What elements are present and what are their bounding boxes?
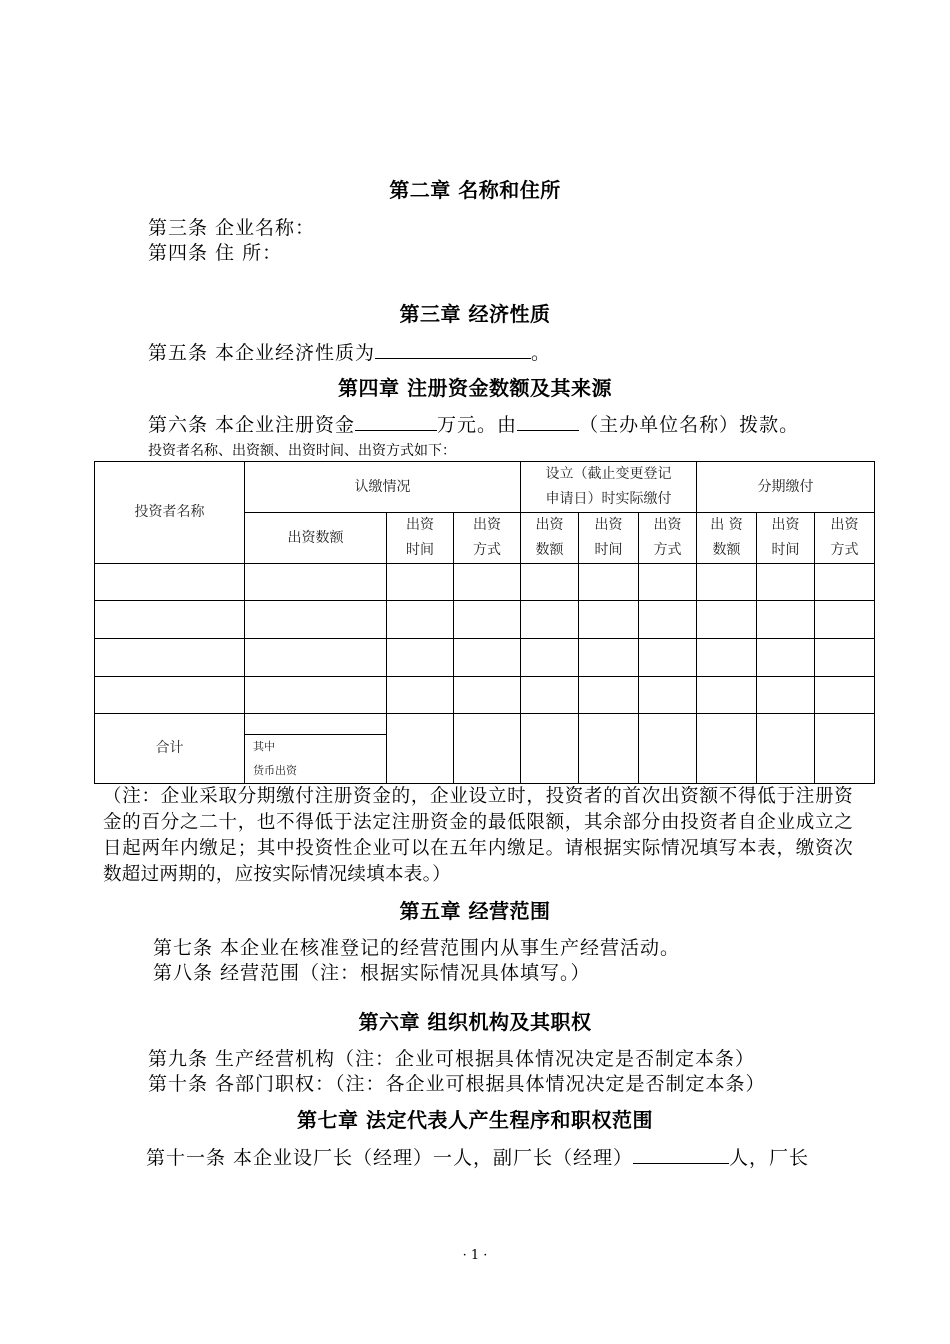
deputy-count-blank[interactable]: [633, 1144, 729, 1164]
table-cell[interactable]: [454, 639, 521, 677]
paid-time-2: 时间: [594, 542, 623, 558]
chapter-4-heading: 第四章 注册资金数额及其来源: [338, 376, 612, 400]
sub-method-2: 方式: [473, 542, 501, 558]
of-which-label: 其中: [253, 740, 275, 753]
article-11-text: 第十一条 本企业设厂长（经理）一人，副厂长（经理）: [146, 1147, 634, 1169]
table-cell[interactable]: [697, 639, 757, 677]
inst-time-1: 出资: [771, 517, 800, 533]
header-paid-line2: 申请日）时实际缴付: [545, 491, 672, 507]
header-installment: 分期缴付: [697, 462, 875, 513]
table-cell[interactable]: [245, 601, 387, 639]
total-amount-cell[interactable]: [245, 714, 387, 784]
table-cell[interactable]: [454, 564, 521, 601]
table-row: [95, 601, 875, 639]
article-8: 第八条 经营范围（注：根据实际情况具体填写。）: [153, 962, 591, 984]
table-cell[interactable]: [521, 564, 579, 601]
article-5-text: 第五条 本企业经济性质为: [148, 342, 376, 364]
table-cell[interactable]: [95, 564, 245, 601]
table-cell[interactable]: [815, 714, 875, 784]
table-cell[interactable]: [579, 677, 639, 714]
table-cell[interactable]: [245, 677, 387, 714]
sub-time-1: 出资: [406, 517, 434, 533]
inst-method-2: 方式: [830, 542, 859, 558]
inst-time: [757, 513, 815, 564]
table-cell[interactable]: [95, 677, 245, 714]
page-number: · 1 ·: [462, 1248, 488, 1263]
table-cell[interactable]: [757, 714, 815, 784]
article-10: 第十条 各部门职权：（注：各企业可根据具体情况决定是否制定本条）: [148, 1073, 766, 1095]
sub-time: [387, 513, 454, 564]
article-5: [148, 338, 551, 365]
article-5-end: 。: [531, 342, 552, 364]
chapter-3-heading: 第三章 经济性质: [399, 302, 551, 326]
table-cell[interactable]: [579, 639, 639, 677]
table-cell[interactable]: [815, 639, 875, 677]
table-cell[interactable]: [579, 714, 639, 784]
table-cell[interactable]: [639, 677, 697, 714]
table-cell[interactable]: [454, 714, 521, 784]
total-label: 合计: [95, 714, 245, 784]
table-cell[interactable]: [579, 564, 639, 601]
table-row: [95, 564, 875, 601]
sub-time-2: 时间: [406, 542, 434, 558]
article-4: 第四条 住 所：: [148, 242, 283, 264]
table-cell[interactable]: [387, 714, 454, 784]
table-cell[interactable]: [697, 564, 757, 601]
header-paid: [521, 462, 697, 513]
inst-method-1: 出资: [830, 517, 859, 533]
paid-time-1: 出资: [594, 517, 623, 533]
paid-amount: [521, 513, 579, 564]
header-investor-name: 投资者名称: [95, 462, 245, 564]
table-cell[interactable]: [521, 677, 579, 714]
total-amount-top[interactable]: [245, 714, 386, 735]
inst-amount-1: 出 资: [710, 517, 743, 533]
article-3: 第三条 企业名称：: [148, 217, 316, 239]
header-paid-line1: 设立（截止变更登记: [545, 466, 672, 482]
capital-note: （注：企业采取分期缴付注册资金的，企业设立时，投资者的首次出资额不得低于注册资金的百分之二十，也不得低于法定注册资金的最低限额，其余部分由投资者自企业成立之日起两年内缴足；其中投资性企业可以在五年内缴足。请根据实际情况填写本表，缴资次数超过两期的，应按实际情况续填本表。）: [103, 786, 853, 885]
table-cell[interactable]: [95, 639, 245, 677]
table-cell[interactable]: [521, 714, 579, 784]
table-cell[interactable]: [387, 677, 454, 714]
paid-method-2: 方式: [653, 542, 682, 558]
table-cell[interactable]: [815, 601, 875, 639]
table-cell[interactable]: [757, 639, 815, 677]
inst-amount: [697, 513, 757, 564]
table-cell[interactable]: [697, 677, 757, 714]
sub-method-1: 出资: [473, 517, 501, 533]
inst-time-2: 时间: [771, 542, 800, 558]
table-cell[interactable]: [639, 601, 697, 639]
registered-capital-blank[interactable]: [355, 411, 437, 431]
table-cell[interactable]: [697, 601, 757, 639]
table-cell[interactable]: [697, 714, 757, 784]
article-6-end: （主办单位名称）拨款。: [579, 414, 800, 436]
table-cell[interactable]: [454, 601, 521, 639]
table-cell[interactable]: [521, 601, 579, 639]
table-cell[interactable]: [387, 564, 454, 601]
investor-table: [94, 461, 875, 784]
investor-intro: 投资者名称、出资额、出资时间、出资方式如下：: [148, 443, 456, 459]
table-cell[interactable]: [639, 639, 697, 677]
paid-amount-2: 数额: [535, 542, 564, 558]
article-6-mid: 万元。由: [437, 414, 518, 436]
table-cell[interactable]: [521, 639, 579, 677]
table-cell[interactable]: [579, 601, 639, 639]
table-cell[interactable]: [245, 564, 387, 601]
of-which-cash: [245, 735, 386, 783]
inst-amount-2: 数额: [712, 542, 741, 558]
article-11: [146, 1143, 809, 1170]
table-cell[interactable]: [639, 564, 697, 601]
economic-nature-blank[interactable]: [375, 339, 531, 359]
total-row: [95, 714, 875, 784]
table-cell[interactable]: [387, 601, 454, 639]
cash-label: 货币出资: [253, 764, 297, 777]
article-6: [148, 410, 799, 437]
paid-amount-1: 出资: [535, 517, 564, 533]
table-cell[interactable]: [757, 601, 815, 639]
table-cell[interactable]: [387, 639, 454, 677]
paid-method-1: 出资: [653, 517, 682, 533]
table-cell[interactable]: [454, 677, 521, 714]
table-row: [95, 677, 875, 714]
table-row: [95, 639, 875, 677]
table-cell[interactable]: [757, 564, 815, 601]
paid-time: [579, 513, 639, 564]
article-7: 第七条 本企业在核准登记的经营范围内从事生产经营活动。: [153, 937, 681, 959]
sub-method: [454, 513, 521, 564]
article-11-end: 人，厂长: [729, 1147, 810, 1169]
paid-method: [639, 513, 697, 564]
sub-amount: 出资数额: [245, 513, 387, 564]
inst-method: [815, 513, 875, 564]
table-cell[interactable]: [95, 601, 245, 639]
table-cell[interactable]: [815, 564, 875, 601]
article-6-text: 第六条 本企业注册资金: [148, 414, 356, 436]
table-cell[interactable]: [815, 677, 875, 714]
table-cell[interactable]: [757, 677, 815, 714]
article-9: 第九条 生产经营机构（注：企业可根据具体情况决定是否制定本条）: [148, 1048, 756, 1070]
chapter-6-heading: 第六章 组织机构及其职权: [358, 1010, 592, 1034]
chapter-2-heading: 第二章 名称和住所: [389, 178, 561, 202]
header-subscribed: 认缴情况: [245, 462, 521, 513]
chapter-5-heading: 第五章 经营范围: [399, 899, 551, 923]
table-cell[interactable]: [245, 639, 387, 677]
table-cell[interactable]: [639, 714, 697, 784]
chapter-7-heading: 第七章 法定代表人产生程序和职权范围: [297, 1108, 653, 1132]
sponsor-unit-blank[interactable]: [517, 411, 579, 431]
